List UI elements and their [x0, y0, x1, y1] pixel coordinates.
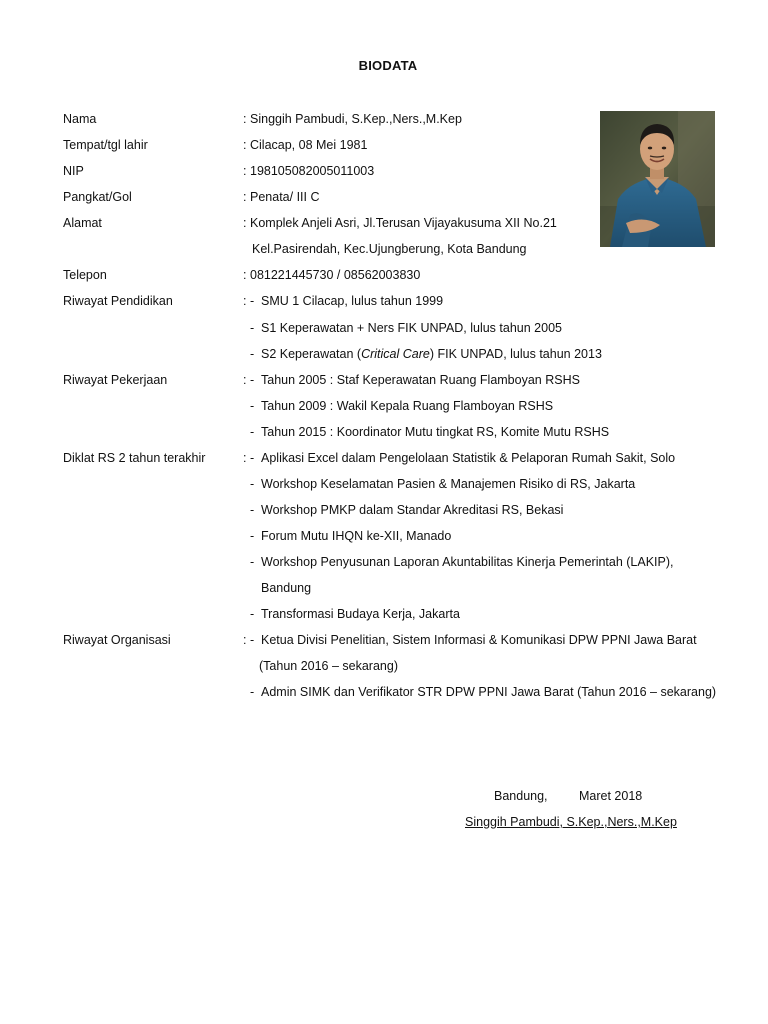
- colon-dash: : -: [243, 451, 255, 465]
- list-item: [261, 346, 602, 362]
- value-nama: Singgih Pambudi, S.Kep.,Ners.,M.Kep: [250, 112, 462, 126]
- list-item: Transformasi Budaya Kerja, Jakarta: [261, 607, 460, 621]
- list-item-italic-text: Critical Care: [361, 347, 430, 361]
- bullet-dash: -: [250, 685, 255, 699]
- label-ttl: Tempat/tgl lahir: [63, 138, 148, 152]
- profile-photo: [600, 111, 715, 247]
- label-organisasi: Riwayat Organisasi: [63, 633, 171, 647]
- list-item: Tahun 2015 : Koordinator Mutu tingkat RS, Komite Mutu RSHS: [261, 425, 610, 439]
- bullet-dash: -: [250, 555, 255, 569]
- document-title: BIODATA: [358, 58, 418, 73]
- bullet-dash: -: [250, 529, 255, 543]
- signature-place: Bandung,: [494, 789, 548, 803]
- profile-photo-image: [600, 111, 715, 247]
- colon: :: [243, 138, 247, 152]
- bullet-dash: -: [250, 425, 255, 439]
- colon-dash: : -: [243, 633, 255, 647]
- list-item-text: ) FIK UNPAD, lulus tahun 2013: [429, 347, 602, 361]
- signature-date: Maret 2018: [579, 789, 643, 803]
- list-item: Ketua Divisi Penelitian, Sistem Informasi & Komunikasi DPW PPNI Jawa Barat: [261, 633, 697, 647]
- value-pangkat: Penata/ III C: [250, 190, 320, 204]
- list-item: SMU 1 Cilacap, lulus tahun 1999: [261, 294, 444, 308]
- value-telepon: 081221445730 / 08562003830: [250, 268, 421, 282]
- colon: :: [243, 112, 247, 126]
- bullet-dash: -: [250, 607, 255, 621]
- label-pangkat: Pangkat/Gol: [63, 190, 132, 204]
- label-nip: NIP: [63, 164, 84, 178]
- list-item: Workshop Keselamatan Pasien & Manajemen Risiko di RS, Jakarta: [261, 477, 636, 491]
- colon-dash: : -: [243, 294, 255, 308]
- value-ttl: Cilacap, 08 Mei 1981: [250, 138, 368, 152]
- bullet-dash: -: [250, 399, 255, 413]
- colon: :: [243, 268, 247, 282]
- colon: :: [243, 164, 247, 178]
- bullet-dash: -: [250, 503, 255, 517]
- list-item-text: S2 Keperawatan (: [261, 347, 362, 361]
- label-pendidikan: Riwayat Pendidikan: [63, 294, 173, 308]
- value-nip: 198105082005011003: [250, 164, 375, 178]
- bullet-dash: -: [250, 477, 255, 491]
- label-alamat: Alamat: [63, 216, 102, 230]
- bullet-dash: -: [250, 321, 255, 335]
- colon: :: [243, 216, 247, 230]
- colon-dash: : -: [243, 373, 255, 387]
- label-nama: Nama: [63, 112, 97, 126]
- list-item-continuation: (Tahun 2016 – sekarang): [259, 659, 398, 673]
- list-item-continuation: Bandung: [261, 581, 312, 595]
- list-item: Aplikasi Excel dalam Pengelolaan Statistik & Pelaporan Rumah Sakit, Solo: [261, 451, 676, 465]
- list-item: S1 Keperawatan + Ners FIK UNPAD, lulus tahun 2005: [261, 321, 562, 335]
- list-item: Workshop PMKP dalam Standar Akreditasi RS, Bekasi: [261, 503, 564, 517]
- list-item: Tahun 2009 : Wakil Kepala Ruang Flamboyan RSHS: [261, 399, 554, 413]
- colon: :: [243, 190, 247, 204]
- label-telepon: Telepon: [63, 268, 107, 282]
- list-item: Tahun 2005 : Staf Keperawatan Ruang Flamboyan RSHS: [261, 373, 580, 387]
- label-pekerjaan: Riwayat Pekerjaan: [63, 373, 168, 387]
- value-alamat-continuation: Kel.Pasirendah, Kec.Ujungberung, Kota Bandung: [252, 242, 527, 256]
- label-diklat: Diklat RS 2 tahun terakhir: [63, 451, 206, 465]
- value-alamat: Komplek Anjeli Asri, Jl.Terusan Vijayakusuma XII No.21: [250, 216, 557, 230]
- list-item: Workshop Penyusunan Laporan Akuntabilitas Kinerja Pemerintah (LAKIP),: [261, 555, 674, 569]
- signature-name: Singgih Pambudi, S.Kep.,Ners.,M.Kep: [465, 815, 677, 829]
- bullet-dash: -: [250, 347, 255, 361]
- list-item: Admin SIMK dan Verifikator STR DPW PPNI Jawa Barat (Tahun 2016 – sekarang): [261, 685, 717, 699]
- list-item: Forum Mutu IHQN ke-XII, Manado: [261, 529, 452, 543]
